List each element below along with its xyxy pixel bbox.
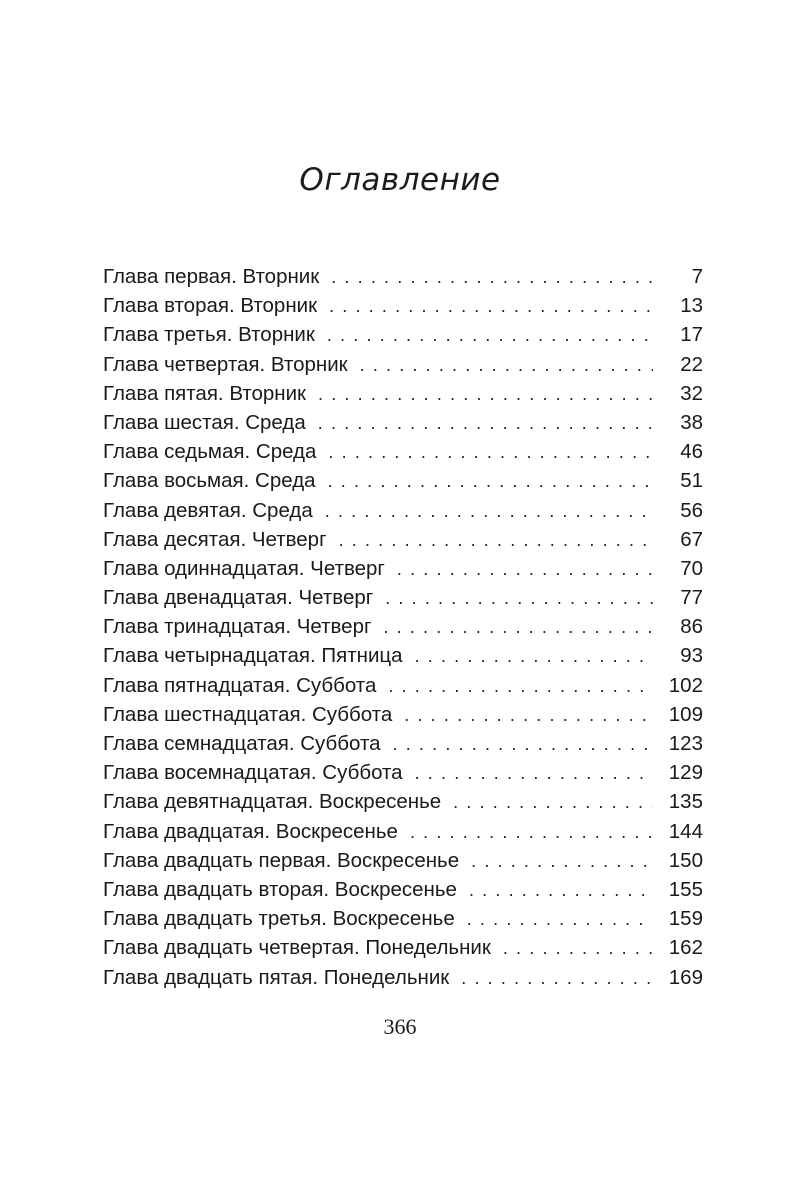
toc-entry-label: Глава пятая. Вторник bbox=[103, 381, 307, 405]
dot-leader bbox=[328, 467, 653, 496]
toc-entry bbox=[103, 320, 703, 349]
toc-entry-label: Глава восемнадцатая. Суббота bbox=[103, 761, 403, 785]
toc-entry bbox=[103, 846, 703, 875]
toc-entry-label: Глава первая. Вторник bbox=[103, 265, 320, 288]
dot-leader bbox=[415, 642, 653, 671]
toc-entry-label: Глава четвертая. Вторник bbox=[103, 352, 348, 376]
toc-entry bbox=[103, 262, 703, 291]
dot-leader bbox=[360, 351, 653, 380]
toc-entry-label: Глава двадцать первая. Воскресенье bbox=[103, 848, 460, 872]
dot-leader bbox=[467, 905, 653, 934]
dot-leader bbox=[415, 759, 653, 788]
dot-leader bbox=[339, 526, 653, 555]
toc-entry bbox=[103, 612, 703, 641]
toc-entry-page: 155 bbox=[668, 877, 703, 901]
toc-entry-label: Глава двенадцатая. Четверг bbox=[103, 586, 374, 610]
toc-entry-label: Глава тринадцатая. Четверг bbox=[103, 615, 372, 639]
toc-entry-label: Глава седьмая. Среда bbox=[103, 440, 317, 464]
toc-entry-page: 46 bbox=[680, 440, 703, 464]
toc-entry bbox=[103, 729, 703, 758]
toc-entry bbox=[103, 583, 703, 612]
dot-leader bbox=[461, 964, 653, 993]
toc-entry-page: 169 bbox=[668, 965, 703, 989]
toc-entry bbox=[103, 525, 703, 554]
toc-entry bbox=[103, 758, 703, 787]
dot-leader bbox=[410, 818, 653, 847]
dot-leader bbox=[318, 380, 653, 409]
toc-entry-label: Глава пятнадцатая. Суббота bbox=[103, 673, 377, 697]
dot-leader bbox=[331, 263, 653, 292]
toc-entry bbox=[103, 787, 703, 816]
toc-entry bbox=[103, 437, 703, 466]
toc-entry-page: 17 bbox=[680, 323, 703, 347]
dot-leader bbox=[404, 701, 653, 730]
toc-entry-page: 70 bbox=[680, 556, 703, 580]
toc-entry bbox=[103, 496, 703, 525]
dot-leader bbox=[328, 438, 653, 467]
toc-entry-label: Глава третья. Вторник bbox=[103, 323, 315, 347]
dot-leader bbox=[329, 292, 653, 321]
toc-entry bbox=[103, 904, 703, 933]
toc-entry bbox=[103, 671, 703, 700]
toc-entry-label: Глава четырнадцатая. Пятница bbox=[103, 644, 403, 668]
page-number: 366 bbox=[383, 1014, 417, 1039]
toc-entry-page: 162 bbox=[668, 936, 703, 960]
dot-leader bbox=[327, 321, 653, 350]
toc-entry bbox=[103, 700, 703, 729]
toc-entry bbox=[103, 641, 703, 670]
toc-entry-page: 102 bbox=[668, 673, 703, 697]
toc-entry-page: 7 bbox=[691, 265, 703, 288]
dot-leader bbox=[388, 672, 653, 701]
toc-entry bbox=[103, 963, 703, 992]
toc-entry-page: 38 bbox=[680, 410, 703, 434]
toc-entry-page: 144 bbox=[668, 819, 703, 843]
toc-entry-page: 129 bbox=[668, 761, 703, 785]
toc-entry-label: Глава двадцатая. Воскресенье bbox=[103, 819, 398, 843]
toc-entry-label: Глава шестая. Среда bbox=[103, 410, 306, 434]
toc-entry-page: 56 bbox=[680, 498, 703, 522]
toc-entry bbox=[103, 554, 703, 583]
toc-entry bbox=[103, 466, 703, 495]
toc-entry-page: 109 bbox=[668, 702, 703, 726]
dot-leader bbox=[471, 847, 653, 876]
toc-entry bbox=[103, 350, 703, 379]
dot-leader bbox=[393, 730, 653, 759]
toc-entry-page: 13 bbox=[680, 294, 703, 318]
toc-entry bbox=[103, 408, 703, 437]
toc-entry-label: Глава двадцать третья. Воскресенье bbox=[103, 907, 455, 931]
toc-entry-label: Глава одиннадцатая. Четверг bbox=[103, 556, 385, 580]
toc-entry-page: 22 bbox=[680, 352, 703, 376]
toc-entry-page: 32 bbox=[680, 381, 703, 405]
toc-entry bbox=[103, 875, 703, 904]
toc-entry-label: Глава вторая. Вторник bbox=[103, 294, 318, 318]
toc-entry-label: Глава двадцать вторая. Воскресенье bbox=[103, 877, 457, 901]
dot-leader bbox=[325, 497, 653, 526]
dot-leader bbox=[385, 584, 653, 613]
dot-leader bbox=[469, 876, 653, 905]
toc-entry-label: Глава восьмая. Среда bbox=[103, 469, 316, 493]
toc-entry-label: Глава девятая. Среда bbox=[103, 498, 313, 522]
toc-entry-page: 86 bbox=[680, 615, 703, 639]
toc-entry-page: 135 bbox=[668, 790, 703, 814]
toc-entry-label: Глава семнадцатая. Суббота bbox=[103, 732, 381, 755]
toc-entry-page: 93 bbox=[680, 644, 703, 668]
toc-entry bbox=[103, 291, 703, 320]
dot-leader bbox=[453, 788, 653, 817]
toc-entry-label: Глава десятая. Четверг bbox=[103, 527, 327, 551]
toc-entry bbox=[103, 933, 703, 962]
toc-entry bbox=[103, 379, 703, 408]
toc-entry-label: Глава шестнадцатая. Суббота bbox=[103, 702, 393, 726]
toc-entry bbox=[103, 817, 703, 846]
toc-entry-label: Глава двадцать четвертая. Понедельник bbox=[103, 936, 491, 960]
dot-leader bbox=[397, 555, 653, 584]
toc-entry-page: 159 bbox=[668, 907, 703, 931]
toc-entry-label: Глава двадцать пятая. Понедельник bbox=[103, 965, 450, 989]
page-title: Оглавление bbox=[299, 162, 501, 198]
toc-entry-page: 77 bbox=[680, 586, 703, 610]
toc-entry-page: 150 bbox=[668, 848, 703, 872]
toc-entry-page: 51 bbox=[680, 469, 703, 493]
dot-leader bbox=[383, 613, 653, 642]
table-of-contents bbox=[103, 262, 703, 992]
toc-entry-page: 67 bbox=[680, 527, 703, 551]
toc-entry-label: Глава девятнадцатая. Воскресенье bbox=[103, 790, 442, 814]
dot-leader bbox=[318, 409, 653, 438]
toc-entry-page: 123 bbox=[668, 732, 703, 755]
dot-leader bbox=[503, 934, 653, 963]
